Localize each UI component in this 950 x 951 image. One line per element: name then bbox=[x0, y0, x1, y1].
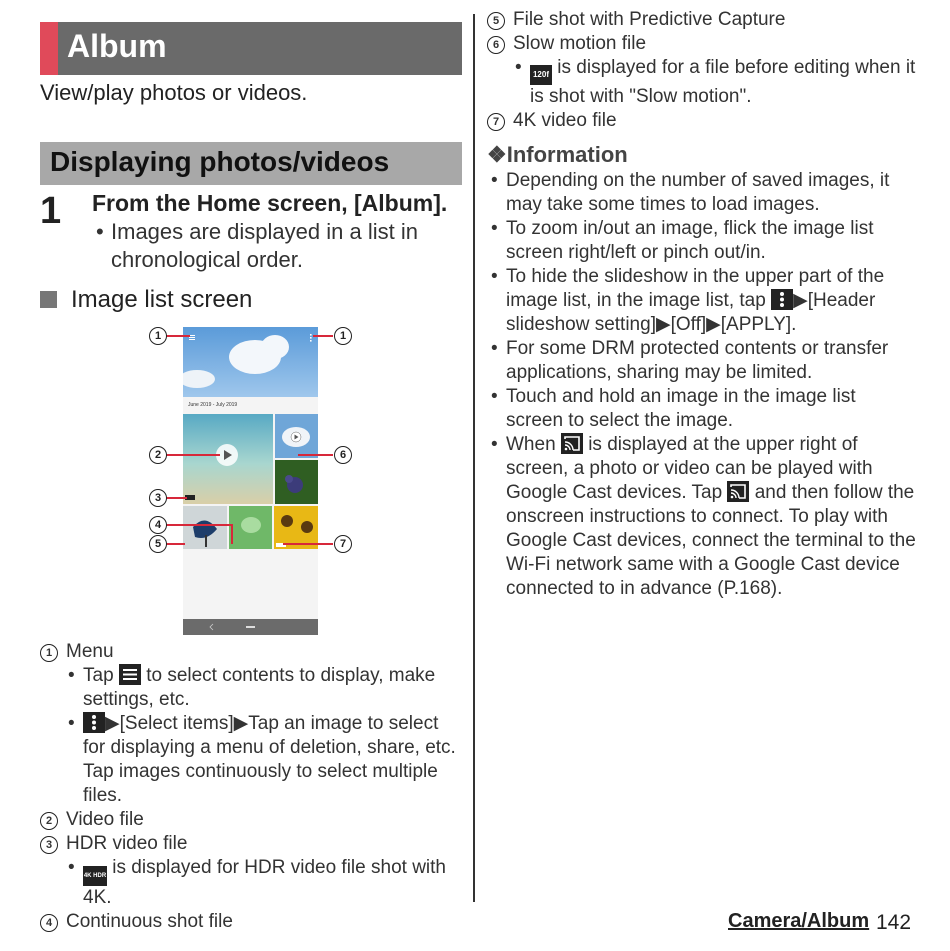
banner-accent bbox=[40, 22, 58, 75]
callout-5: 5 bbox=[149, 535, 167, 553]
slow-motion-bullet: • 120f is displayed for a file before editing when it is shot with "Slow motion". bbox=[511, 56, 917, 109]
callout-line-1a bbox=[165, 335, 190, 337]
item-video-file: 2 Video file bbox=[40, 808, 460, 832]
callout-line-4 bbox=[165, 524, 233, 526]
more-options-icon bbox=[771, 289, 793, 310]
album-screenshot bbox=[183, 327, 318, 635]
callout-line-2 bbox=[165, 454, 220, 456]
screenshot-graphic bbox=[183, 327, 318, 635]
menu-bullet-1: • Tap to select contents to display, make settings, etc. bbox=[64, 664, 460, 712]
info-bullet-2: • To zoom in/out an image, flick the image list screen right/left or pinch out/in. bbox=[487, 217, 917, 265]
step-bullet: • Images are displayed in a list in chronological order. bbox=[92, 218, 471, 274]
page-number: 142 bbox=[876, 911, 912, 934]
callout-1a: 1 bbox=[149, 327, 167, 345]
section-title: Displaying photos/videos bbox=[50, 146, 390, 177]
right-item-list bbox=[487, 8, 917, 601]
callout-line-3 bbox=[165, 497, 187, 499]
callout-line-7 bbox=[283, 543, 333, 545]
information-heading: ❖Information bbox=[487, 142, 628, 167]
subsection-heading bbox=[40, 286, 252, 314]
cast-icon bbox=[561, 433, 583, 454]
info-bullet-6: • When is displayed at the upper right of screen, a photo or video can be played with Google Cast devices. Tap and then follow the onscreen instructions to connect. To play with Google Cast devices, connect the terminal to the Wi-Fi network same with a Google Cast device connected to in advance (P.168). bbox=[487, 433, 917, 601]
callout-7: 7 bbox=[334, 535, 352, 553]
menu-bullet-2: • ▶[Select items]▶Tap an image to select for displaying a menu of deletion, share, etc. Tap images continuously to select multiple files. bbox=[64, 712, 460, 808]
lead-text: View/play photos or videos. bbox=[40, 80, 308, 105]
page-title: Album bbox=[67, 28, 167, 64]
hdr-bullet: • 4K HDR is displayed for HDR video file shot with 4K. bbox=[64, 856, 460, 910]
menu-icon bbox=[119, 664, 141, 685]
item-number: 1 bbox=[40, 644, 58, 662]
slow-motion-icon: 120f bbox=[530, 65, 552, 85]
callout-line-1b bbox=[313, 335, 333, 337]
info-bullet-4: • For some DRM protected contents or transfer applications, sharing may be limited. bbox=[487, 337, 917, 385]
left-item-list bbox=[40, 640, 460, 934]
callout-6: 6 bbox=[334, 446, 352, 464]
section-banner bbox=[40, 142, 462, 185]
item-4k-video: 7 4K video file bbox=[487, 109, 917, 133]
callout-line-5 bbox=[165, 543, 185, 545]
callout-2: 2 bbox=[149, 446, 167, 464]
4k-hdr-icon: 4K HDR bbox=[83, 866, 107, 886]
item-hdr-video: 3 HDR video file bbox=[40, 832, 460, 856]
item-slow-motion: 6 Slow motion file bbox=[487, 32, 917, 56]
callout-3: 3 bbox=[149, 489, 167, 507]
column-divider bbox=[473, 14, 475, 902]
square-bullet-icon bbox=[40, 291, 57, 308]
item-continuous-shot: 4 Continuous shot file bbox=[40, 910, 460, 934]
item-label: Menu bbox=[66, 641, 114, 662]
item-menu bbox=[40, 640, 460, 664]
album-banner bbox=[40, 22, 462, 75]
info-bullet-5: • Touch and hold an image in the image list screen to select the image. bbox=[487, 385, 917, 433]
more-options-icon bbox=[83, 712, 105, 733]
callout-4: 4 bbox=[149, 516, 167, 534]
subsection-label: Image list screen bbox=[71, 286, 253, 313]
date-range-label: June 2019 - July 2019 bbox=[188, 402, 238, 408]
callout-line-4b bbox=[231, 524, 233, 544]
info-bullet-3: • To hide the slideshow in the upper part of the image list, in the image list, tap ▶[Header slideshow setting]▶[Off]▶[APPLY]. bbox=[487, 265, 917, 337]
step-text: From the Home screen, [Album]. bbox=[92, 190, 448, 216]
cast-icon bbox=[727, 481, 749, 502]
info-bullet-1: • Depending on the number of saved images, it may take some times to load images. bbox=[487, 169, 917, 217]
item-predictive-capture: 5 File shot with Predictive Capture bbox=[487, 8, 917, 32]
callout-1b: 1 bbox=[334, 327, 352, 345]
step-number: 1 bbox=[40, 190, 62, 232]
footer-section-link[interactable]: Camera/Album bbox=[728, 910, 870, 932]
callout-line-6 bbox=[298, 454, 333, 456]
